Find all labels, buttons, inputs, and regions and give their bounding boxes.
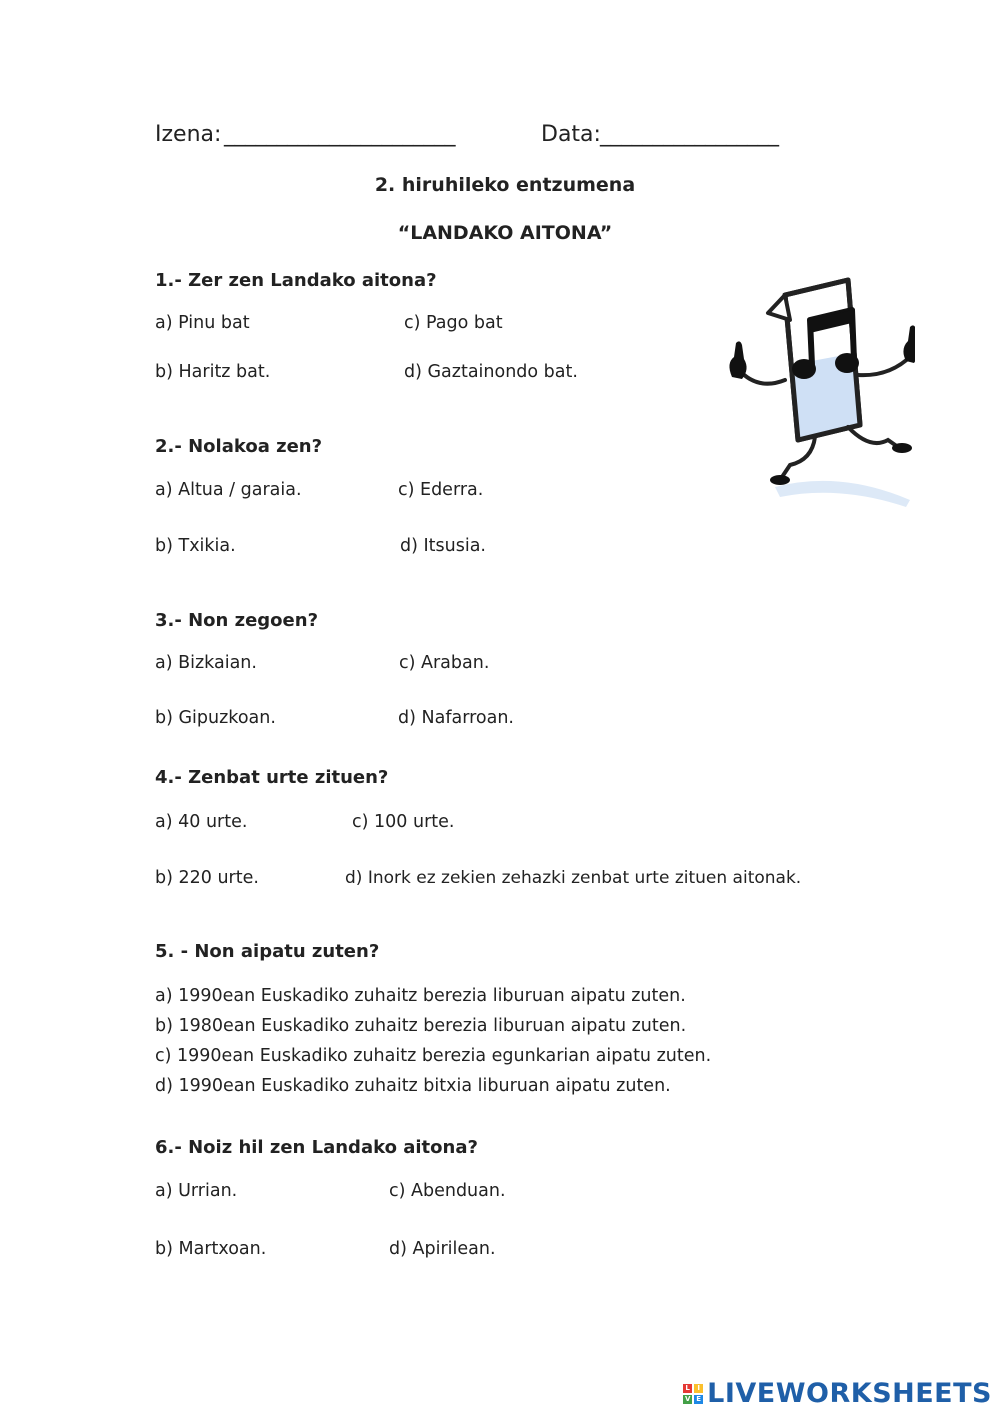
name-label: Izena: xyxy=(155,122,222,147)
q6-option-d[interactable]: d) Apirilean. xyxy=(389,1239,496,1259)
q3-option-a[interactable]: a) Bizkaian. xyxy=(155,653,257,673)
q1-option-c[interactable]: c) Pago bat xyxy=(404,313,503,333)
q4-option-d[interactable]: d) Inork ez zekien zehazki zenbat urte zituen aitonak. xyxy=(345,868,802,888)
q4-option-a[interactable]: a) 40 urte. xyxy=(155,812,248,832)
q6-option-b[interactable]: b) Martxoan. xyxy=(155,1239,267,1259)
question-6: 6.- Noiz hil zen Landako aitona? xyxy=(155,1137,478,1158)
date-blank[interactable]: _________________ xyxy=(600,122,779,147)
q5-option-a[interactable]: a) 1990ean Euskadiko zuhaitz berezia liburuan aipatu zuten. xyxy=(155,986,686,1006)
logo-letter-l: L xyxy=(683,1384,692,1393)
q5-option-c[interactable]: c) 1990ean Euskadiko zuhaitz berezia egunkarian aipatu zuten. xyxy=(155,1046,712,1066)
q6-option-a[interactable]: a) Urrian. xyxy=(155,1181,238,1201)
logo-letter-i: I xyxy=(694,1384,703,1393)
liveworksheets-watermark[interactable] xyxy=(683,1378,992,1409)
date-label: Data: xyxy=(541,122,601,147)
q5-option-b[interactable]: b) 1980ean Euskadiko zuhaitz berezia liburuan aipatu zuten. xyxy=(155,1016,687,1036)
watermark-text: LIVEWORKSHEETS xyxy=(707,1378,992,1409)
question-3: 3.- Non zegoen? xyxy=(155,610,319,631)
q4-option-c[interactable]: c) 100 urte. xyxy=(352,812,455,832)
page-title: 2. hiruhileko entzumena xyxy=(374,174,636,196)
q2-option-c[interactable]: c) Ederra. xyxy=(398,480,484,500)
story-title: “LANDAKO AITONA” xyxy=(397,222,613,244)
q3-option-c[interactable]: c) Araban. xyxy=(399,653,490,673)
q3-option-d[interactable]: d) Nafarroan. xyxy=(398,708,514,728)
q1-option-d[interactable]: d) Gaztainondo bat. xyxy=(404,362,578,382)
q1-option-a[interactable]: a) Pinu bat xyxy=(155,313,250,333)
logo-letter-v: V xyxy=(684,1394,691,1403)
q6-option-c[interactable]: c) Abenduan. xyxy=(389,1181,506,1201)
logo-letter-e: E xyxy=(694,1395,703,1404)
q1-option-b[interactable]: b) Haritz bat. xyxy=(155,362,271,382)
question-1: 1.- Zer zen Landako aitona? xyxy=(155,270,437,291)
dancing-music-note-document-icon xyxy=(720,265,915,510)
q4-option-b[interactable]: b) 220 urte. xyxy=(155,868,259,888)
name-blank[interactable]: ______________________ xyxy=(224,122,455,147)
question-2: 2.- Nolakoa zen? xyxy=(155,436,323,457)
q2-option-d[interactable]: d) Itsusia. xyxy=(400,536,486,556)
q3-option-b[interactable]: b) Gipuzkoan. xyxy=(155,708,276,728)
q2-option-b[interactable]: b) Txikia. xyxy=(155,536,236,556)
liveworksheets-logo-icon xyxy=(683,1384,703,1404)
question-4: 4.- Zenbat urte zituen? xyxy=(155,767,389,788)
question-5: 5. - Non aipatu zuten? xyxy=(155,941,380,962)
q2-option-a[interactable]: a) Altua / garaia. xyxy=(155,480,302,500)
q5-option-d[interactable]: d) 1990ean Euskadiko zuhaitz bitxia liburuan aipatu zuten. xyxy=(155,1076,671,1096)
